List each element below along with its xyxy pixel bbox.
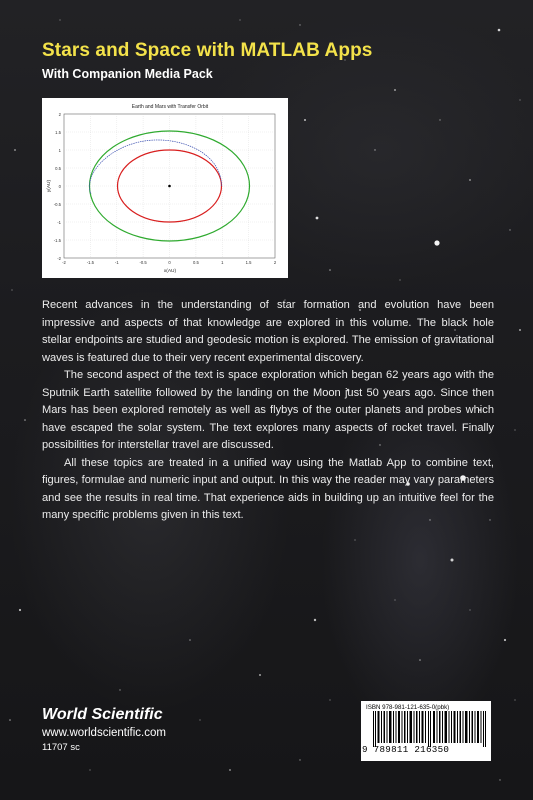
y-tick: -2: [57, 256, 61, 261]
y-tick: -0.5: [53, 202, 61, 207]
orbit-plot: [42, 98, 288, 278]
x-tick: 1: [221, 260, 224, 265]
plot-title: Earth and Mars with Transfer Orbit: [131, 104, 209, 110]
y-axis-label: y(AU): [47, 179, 52, 193]
x-tick-labels: [62, 260, 277, 265]
x-tick: 0.5: [192, 260, 199, 265]
barcode-number: 9 789811 216350: [362, 744, 450, 755]
publisher-name: World Scientific: [42, 706, 163, 723]
y-tick-labels: [54, 112, 62, 261]
y-tick: -1: [57, 220, 61, 225]
publisher-url: www.worldscientific.com: [42, 727, 166, 739]
description-paragraph-1: Recent advances in the understanding of star formation and evolution have been impressive and aspects of that knowledge are explored in this volume. The black hole stellar endpoints are studied and geodesic motion is explored. The emission of gravitational waves is featured due to their very recent experimental discovery.: [42, 299, 494, 364]
orbit-figure: [42, 98, 288, 278]
y-tick: 1: [58, 148, 61, 153]
y-tick: 0.5: [55, 166, 61, 171]
x-axis-label: x(AU): [163, 269, 177, 274]
book-description: [42, 297, 494, 525]
barcode-bars: [373, 711, 487, 747]
description-paragraph-3: All these topics are treated in a unified way using the Matlab App to combine text, figures, formulae and numeric input and output. In this way the reader may vary parameters and see the results in real time. That experience aids in building up an intuitive feel for the many specific problems given in this text.: [42, 456, 494, 521]
book-subtitle: With Companion Media Pack: [42, 67, 213, 81]
x-tick: 0: [168, 260, 171, 265]
x-tick: -0.5: [139, 260, 147, 265]
y-tick: 2: [58, 112, 61, 117]
x-tick: -1.5: [86, 260, 95, 265]
sun-point: [168, 185, 171, 188]
description-paragraph-2: The second aspect of the text is space exploration which began 62 years ago with the Sputnik Earth satellite followed by the landing on the Moon just 50 years ago. Since then Mars has been explored remotely as well as flybys of the outer planets and probes which have escaped the solar system. The text explores many aspects of rocket travel. Finally possibilities for interstellar travel are discussed.: [42, 369, 494, 451]
y-tick: 0: [58, 184, 61, 189]
isbn-label: ISBN 978-981-121-635-0(pbk): [366, 704, 450, 711]
x-tick: -1: [114, 260, 119, 265]
x-tick: 1.5: [245, 260, 252, 265]
product-code: 11707 sc: [42, 742, 80, 753]
book-title: Stars and Space with MATLAB Apps: [42, 40, 373, 61]
x-tick: 2: [273, 260, 277, 265]
x-tick: -2: [62, 260, 66, 265]
y-tick: -1.5: [53, 238, 61, 243]
y-tick: 1.5: [55, 130, 61, 135]
